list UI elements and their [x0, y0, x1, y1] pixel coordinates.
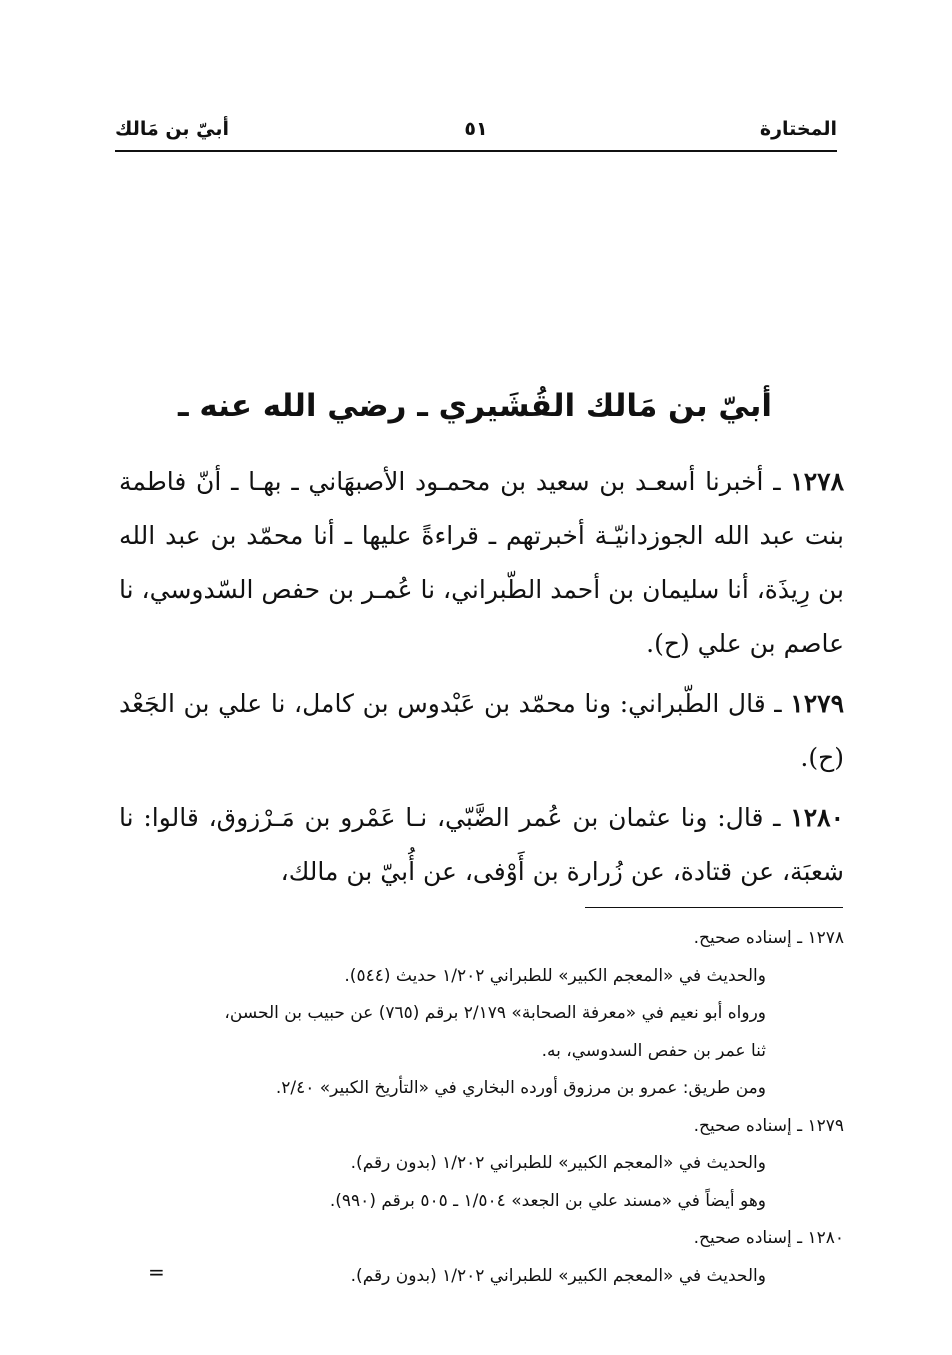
hadith-text: ـ قال الطّبراني: ونا محمّد بن عَبْدوس بن كامل، نا علي بن الجَعْد (ح). [119, 689, 844, 772]
hadith-text: ـ أخبرنا أسعـد بن سعيد بن محمـود الأصبهَاني ـ بهـا ـ أنّ فاطمة بنت عبد الله الجوزدانيّـة أخبرتهم ـ قراءةً عليها ـ أنا محمّد بن عبد الله بن رِيذَة، أنا سليمان بن أحمد الطّبراني، نا عُمـر بن حفص السّدوسي، نا عاصم بن علي (ح). [119, 467, 844, 658]
header-divider [115, 150, 837, 152]
hadith-number: ١٢٧٩ [790, 689, 844, 718]
hadith-body [119, 455, 844, 905]
hadith-number: ١٢٧٨ [790, 467, 844, 496]
hadith-number: ١٢٨٠ [790, 803, 844, 832]
continuation-mark: = [148, 1260, 165, 1284]
footnote-divider [585, 907, 843, 908]
footnotes [119, 920, 844, 1295]
running-header [115, 112, 837, 152]
section-name: أبيّ بن مَالك [115, 118, 230, 140]
footnote-line: وهو أيضاً في «مسند علي بن الجعد» ١/٥٠٤ ـ ٥٠٥ برقم (٩٩٠). [329, 1190, 766, 1211]
footnote-line: والحديث في «المعجم الكبير» للطبراني ١/٢٠٢ حديث (٥٤٤). [344, 965, 766, 986]
footnote-line: ١٢٧٩ ـ إسناده صحيح. [693, 1115, 844, 1136]
page-number: ٥١ [464, 118, 488, 140]
footnote-line: والحديث في «المعجم الكبير» للطبراني ١/٢٠٢ (بدون رقم). [350, 1153, 766, 1173]
hadith-paragraph [119, 455, 844, 671]
hadith-paragraph [119, 791, 844, 899]
chapter-title: أبيّ بن مَالك القُشَيري ـ رضي الله عنه ـ [177, 388, 773, 424]
footnote-line: ورواه أبو نعيم في «معرفة الصحابة» ٢/١٧٩ برقم (٧٦٥) عن حبيب بن الحسن، [224, 1003, 766, 1023]
footnote-line: ١٢٨٠ ـ إسناده صحيح. [693, 1228, 844, 1248]
hadith-text: ـ قال: ونا عثمان بن عُمر الضَّبّي، نـا عَمْرو بن مَـرْزوق، قالوا: نا شعبَة، عن قتادة، عن زُرارة بن أَوْفى، عن أُبيّ بن مالك، [119, 803, 844, 886]
book-title: المختارة [759, 118, 837, 140]
footnote-line: والحديث في «المعجم الكبير» للطبراني ١/٢٠٢ (بدون رقم). [350, 1265, 766, 1286]
footnote-line: ١٢٧٨ ـ إسناده صحيح. [693, 928, 844, 948]
footnote-line: ثنا عمر بن حفص السدوسي، به. [541, 1040, 766, 1061]
footnote-line: ومن طريق: عمرو بن مرزوق أورده البخاري في «التأريخ الكبير» ٢/٤٠. [275, 1078, 766, 1098]
hadith-paragraph [119, 677, 844, 785]
